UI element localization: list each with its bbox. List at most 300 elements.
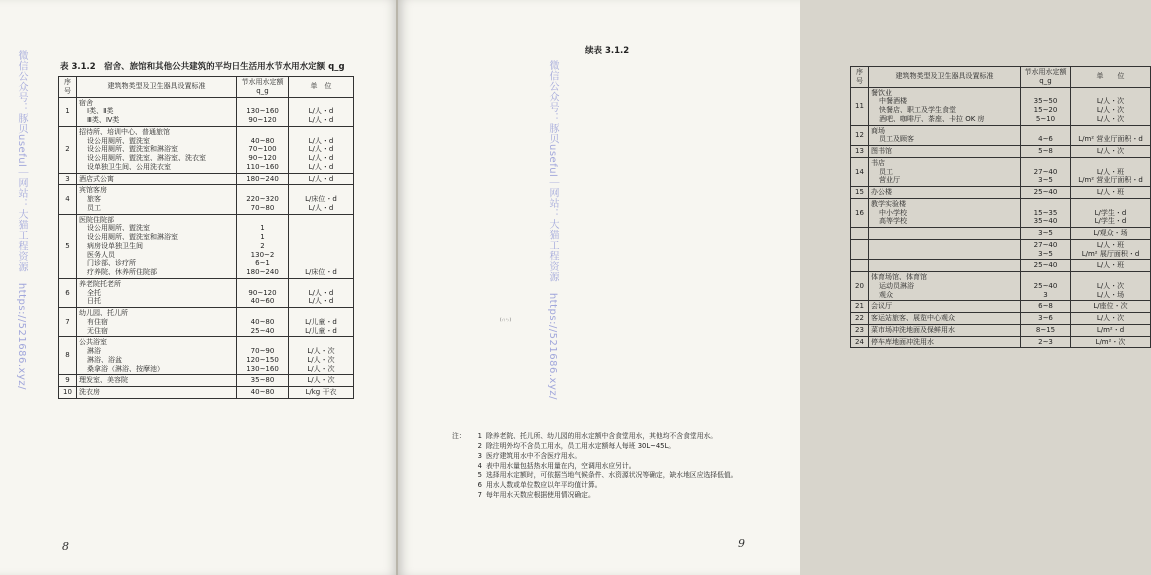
table-row (851, 239, 1151, 260)
unit-line: L/人・场 (1096, 290, 1125, 299)
building-type-cell (869, 239, 1021, 260)
note-index: 7 (477, 491, 482, 500)
unit-cell (289, 375, 354, 387)
type-line: 中餐酒楼 (879, 97, 907, 106)
type-line: 酒吧、咖啡厅、茶座、卡拉 OK 房 (879, 114, 985, 123)
building-type-cell (869, 87, 1021, 125)
building-type-cell (77, 185, 237, 214)
row-number: 22 (851, 313, 869, 325)
type-line: 客运站旅客、展览中心观众 (871, 314, 955, 322)
header-quota: 节水用水定额 q_g (1021, 67, 1071, 88)
type-line: 餐饮业 (871, 88, 892, 97)
unit-cell (289, 97, 354, 126)
table-row (851, 125, 1151, 146)
unit-line (291, 216, 351, 225)
type-line: 疗养院、休养所住院部 (87, 268, 157, 276)
type-line: Ⅰ类、Ⅱ类 (87, 107, 114, 116)
row-number: 16 (851, 198, 869, 227)
quota-line: 3~6 (1038, 314, 1053, 322)
water-quota-table (58, 76, 354, 399)
right-page (398, 0, 1143, 575)
quota-line: 15~35 (1033, 208, 1058, 217)
row-number: 21 (851, 301, 869, 313)
row-number: 6 (59, 278, 77, 307)
unit-line: L/人・d (308, 162, 334, 171)
type-line: Ⅲ类、Ⅳ类 (87, 116, 120, 124)
type-line: 教学实验楼 (871, 199, 906, 208)
unit-line: L/人・班 (1096, 167, 1125, 176)
quota-line: 130~160 (246, 364, 279, 373)
quota-line: 5~8 (1038, 147, 1053, 155)
quota-cell (1021, 125, 1071, 146)
note-label (452, 491, 472, 501)
type-line: 设公用厕所、盥洗室 (87, 224, 150, 233)
row-number: 7 (59, 308, 77, 337)
unit-cell (289, 278, 354, 307)
row-number: 14 (851, 157, 869, 186)
note-index: 4 (477, 461, 482, 470)
type-line: 公共浴室 (79, 338, 107, 347)
type-line: 菜市场冲洗地面及保鲜用水 (871, 325, 955, 334)
unit-cell (1071, 336, 1151, 348)
table-row (851, 157, 1151, 186)
table-row (851, 301, 1151, 313)
quota-line: 1 (260, 224, 265, 233)
type-line: 理发室、美容院 (79, 376, 128, 385)
table-row (59, 214, 354, 278)
quota-cell (1021, 336, 1071, 348)
row-number: 24 (851, 336, 869, 348)
unit-line: L/人・d (308, 154, 334, 162)
type-line (871, 229, 1018, 238)
unit-line: L/人・d (308, 297, 334, 306)
type-line: 员工 (87, 203, 101, 212)
table-row (59, 173, 354, 185)
building-type-cell (77, 173, 237, 185)
table-row (59, 375, 354, 387)
type-line: 运动员淋浴 (879, 281, 914, 290)
row-number: 11 (851, 87, 869, 125)
unit-line: L/人・d (308, 288, 334, 297)
type-line: 养老院托老所 (79, 279, 121, 288)
type-line (871, 261, 1018, 270)
header-quota: 节水用水定额 q_g (237, 77, 289, 98)
note-text: 每年用水天数应根据使用情况确定。 (486, 491, 595, 500)
unit-line (291, 338, 351, 347)
unit-line (291, 242, 351, 251)
unit-line: L/学生・d (1094, 217, 1127, 226)
type-line: 幼儿园、托儿所 (79, 309, 128, 317)
row-number (851, 260, 869, 272)
building-type-cell (869, 146, 1021, 158)
unit-line: L/人・d (308, 136, 334, 145)
note-label (452, 452, 472, 462)
quota-line (1023, 159, 1068, 168)
quota-line: 2~3 (1038, 337, 1053, 346)
type-line: 员工及顾客 (879, 135, 914, 144)
quota-line: 15~20 (1033, 106, 1058, 114)
row-number: 1 (59, 97, 77, 126)
note-item (452, 452, 752, 462)
building-type-cell (77, 308, 237, 337)
unit-line: L/人・d (308, 203, 334, 212)
row-number: 9 (59, 375, 77, 387)
type-line: 图书馆 (871, 147, 892, 155)
header-type: 建筑物类型及卫生器具设置标准 (77, 77, 237, 98)
watermark-text: 微信公众号：豚贝useful｜网站：大猫工程资源 https://521686.xyz/ (16, 50, 27, 390)
unit-line: L/人・次 (1096, 114, 1125, 123)
quota-line: 110~160 (246, 162, 279, 171)
quota-line: 40~80 (250, 136, 275, 145)
building-type-cell (77, 375, 237, 387)
page-number: 8 (62, 540, 69, 553)
quota-cell (237, 337, 289, 375)
table-row (851, 336, 1151, 348)
unit-line: L/人・班 (1096, 188, 1125, 196)
type-line: 设单独卫生间、公用洗衣室 (87, 162, 171, 171)
quota-line: 25~40 (1033, 281, 1058, 290)
quota-line: 90~120 (248, 288, 277, 297)
unit-line: L/学生・d (1094, 208, 1127, 217)
quota-line: 180~240 (246, 268, 279, 276)
note-item (452, 481, 752, 491)
unit-line: L/人・次 (307, 364, 335, 373)
type-line: 会议厅 (871, 302, 892, 311)
unit-line: L/kg 干衣 (305, 388, 337, 396)
type-line: 病房设单独卫生间 (87, 241, 143, 250)
type-line: 门诊部、诊疗所 (87, 259, 136, 268)
type-line: 淋浴、浴盆 (87, 355, 122, 364)
quota-cell (1021, 146, 1071, 158)
unit-line: L/人・次 (1096, 281, 1125, 290)
type-line: 停车库地面冲洗用水 (871, 337, 934, 346)
unit-cell (1071, 301, 1151, 313)
quota-line (1023, 127, 1068, 136)
table-row (59, 126, 354, 173)
unit-cell (289, 214, 354, 278)
building-type-cell (77, 278, 237, 307)
note-label: 注： (452, 432, 466, 440)
note-index: 5 (477, 471, 482, 480)
row-number: 20 (851, 272, 869, 301)
type-line: 酒店式公寓 (79, 174, 114, 183)
table-row (851, 324, 1151, 336)
quota-cell (1021, 260, 1071, 272)
unit-cell (1071, 228, 1151, 240)
quota-line (239, 338, 286, 347)
quota-cell (237, 173, 289, 185)
quota-cell (1021, 87, 1071, 125)
note-index: 2 (477, 441, 482, 450)
unit-cell (1071, 272, 1151, 301)
unit-cell (1071, 146, 1151, 158)
note-index: 1 (477, 432, 482, 440)
building-type-cell (869, 260, 1021, 272)
note-label (452, 481, 472, 491)
quota-cell (1021, 198, 1071, 227)
type-line: 高等学校 (879, 217, 907, 226)
table-row (59, 185, 354, 214)
quota-line (1023, 200, 1068, 209)
unit-line: L/m² 营业厅面积・d (1078, 135, 1143, 144)
note-item (452, 471, 752, 481)
quota-cell (1021, 157, 1071, 186)
unit-line (291, 224, 351, 233)
type-line: 员工 (879, 167, 893, 176)
note-index: 3 (477, 451, 482, 460)
quota-line (1023, 273, 1068, 282)
building-type-cell (869, 324, 1021, 336)
quota-line: 2 (260, 241, 265, 250)
quota-line (239, 280, 286, 289)
unit-line: L/床位・d (305, 268, 337, 276)
unit-line: L/床位・d (305, 195, 337, 203)
unit-cell (1071, 198, 1151, 227)
quota-line: 70~90 (250, 347, 275, 355)
type-line (871, 250, 1018, 259)
quota-line: 4~6 (1038, 135, 1053, 144)
quota-line: 130~160 (246, 107, 279, 116)
header-no: 序号 (59, 77, 77, 98)
header-unit: 单 位 (1071, 67, 1151, 88)
unit-cell (289, 173, 354, 185)
quota-line: 5~10 (1035, 114, 1056, 123)
note-text: 选择用水定额时，可依据当地气候条件、水资源状况等确定，缺水地区应选择低值。 (486, 471, 738, 480)
quota-line: 180~240 (246, 174, 279, 183)
type-line: 招待所、培训中心、普通旅馆 (79, 127, 170, 136)
unit-cell (1071, 260, 1151, 272)
table-row (851, 313, 1151, 325)
quota-cell (237, 375, 289, 387)
row-number: 12 (851, 125, 869, 146)
unit-line (291, 251, 351, 260)
table-row (851, 272, 1151, 301)
quota-line: 8~15 (1035, 325, 1056, 334)
table-row (851, 187, 1151, 199)
quota-cell (1021, 324, 1071, 336)
table-notes (452, 432, 752, 501)
unit-line (291, 233, 351, 242)
unit-line: L/m² 营业厅面积・d (1078, 176, 1143, 185)
building-type-cell (869, 187, 1021, 199)
quota-cell (1021, 272, 1071, 301)
page-number: 9 (738, 537, 745, 550)
building-type-cell (869, 313, 1021, 325)
quota-line: 70~100 (248, 145, 277, 154)
type-line: 书店 (871, 158, 885, 167)
unit-cell (1071, 313, 1151, 325)
quota-line: 6~1 (255, 259, 270, 268)
unit-line: L/人・次 (1096, 314, 1125, 322)
header-unit: 单 位 (289, 77, 354, 98)
quota-line: 40~60 (250, 297, 275, 306)
unit-line (291, 259, 351, 268)
row-number: 10 (59, 387, 77, 399)
note-label (452, 442, 472, 452)
quota-cell (1021, 228, 1071, 240)
table-row (59, 278, 354, 307)
type-line: 设公用厕所、盥洗室 (87, 136, 150, 145)
type-line: 设公用厕所、盥洗室和淋浴室 (87, 233, 178, 241)
type-line: 全托 (87, 288, 101, 297)
type-line: 营业厅 (879, 176, 900, 185)
building-type-cell (869, 272, 1021, 301)
row-number: 3 (59, 173, 77, 185)
header-type: 建筑物类型及卫生器具设置标准 (869, 67, 1021, 88)
building-type-cell (869, 157, 1021, 186)
unit-line (1073, 273, 1148, 282)
unit-cell (1071, 157, 1151, 186)
note-text: 用水人数或单位数应以年平均值计算。 (486, 481, 602, 490)
small-stamp: (ㄇㄣ) (500, 317, 512, 322)
quota-line (1023, 89, 1068, 98)
row-number: 15 (851, 187, 869, 199)
note-text: 除养老院、托儿所、幼儿园的用水定额中含食堂用水，其他均不含食堂用水。 (486, 432, 718, 440)
building-type-cell (869, 301, 1021, 313)
row-number: 5 (59, 214, 77, 278)
quota-cell (237, 278, 289, 307)
type-line: 快餐店、职工及学生食堂 (879, 106, 956, 114)
quota-line: 220~320 (246, 195, 279, 203)
type-line: 日托 (87, 297, 101, 306)
quota-line: 90~120 (248, 116, 277, 124)
unit-line: L/人・次 (307, 376, 335, 385)
quota-cell (237, 126, 289, 173)
unit-line (291, 128, 351, 137)
watermark-text: 微信公众号：豚贝useful｜网站：大猫工程资源 https://521686.xyz/ (547, 60, 558, 400)
table-title: 表 3.1.2 宿舍、旅馆和其他公共建筑的平均日生活用水节水用水定额 q_g (60, 62, 345, 72)
unit-line: L/人・d (308, 107, 334, 116)
quota-line: 35~50 (1033, 97, 1058, 106)
table-row (851, 260, 1151, 272)
unit-cell (289, 185, 354, 214)
type-line: 桑拿浴（淋浴、按摩池） (87, 364, 164, 373)
row-number (851, 239, 869, 260)
unit-line (291, 186, 351, 195)
row-number: 4 (59, 185, 77, 214)
unit-line (1073, 127, 1148, 136)
note-item (452, 432, 752, 442)
type-line: 办公楼 (871, 188, 892, 196)
unit-line: L/观众・场 (1093, 229, 1128, 237)
building-type-cell (77, 97, 237, 126)
type-line (871, 241, 1018, 250)
type-line: 医院住院部 (79, 215, 114, 224)
quota-cell (1021, 313, 1071, 325)
quota-line: 3 (1043, 290, 1048, 299)
unit-cell (1071, 87, 1151, 125)
unit-line: L/人・d (308, 174, 334, 183)
table-row (851, 198, 1151, 227)
left-page (0, 0, 398, 575)
unit-line (1073, 89, 1148, 98)
unit-line: L/m²・次 (1095, 337, 1126, 346)
quota-line (239, 216, 286, 225)
table-row (59, 337, 354, 375)
building-type-cell (77, 387, 237, 399)
quota-line: 27~40 (1033, 240, 1058, 249)
unit-line: L/m²・d (1096, 325, 1125, 334)
unit-line (291, 280, 351, 289)
unit-cell (1071, 324, 1151, 336)
quota-line: 40~80 (250, 388, 275, 396)
unit-line: L/人・班 (1096, 240, 1125, 249)
quota-line: 25~40 (250, 326, 275, 335)
building-type-cell (869, 336, 1021, 348)
unit-line: L/人・班 (1096, 261, 1125, 270)
row-number (851, 228, 869, 240)
unit-line (1073, 159, 1148, 168)
table-row (851, 146, 1151, 158)
unit-cell (289, 308, 354, 337)
unit-line (291, 309, 351, 318)
unit-line: L/人・次 (1096, 147, 1125, 155)
note-item (452, 491, 752, 501)
type-line: 设公用厕所、盥洗室、淋浴室、洗衣室 (87, 154, 206, 162)
quota-line: 25~40 (1033, 188, 1058, 196)
row-number: 13 (851, 146, 869, 158)
unit-line: L/人・d (308, 116, 334, 124)
unit-line (1073, 200, 1148, 209)
unit-line: L/人・次 (307, 355, 335, 364)
building-type-cell (77, 337, 237, 375)
quota-line: 35~40 (1033, 217, 1058, 226)
type-line: 中小学校 (879, 208, 907, 217)
quota-line: 25~40 (1033, 261, 1058, 270)
quota-line: 40~80 (250, 317, 275, 326)
quota-line: 6~8 (1038, 302, 1053, 311)
note-text: 医疗建筑用水中不含医疗用水。 (486, 451, 582, 460)
type-line: 医务人员 (87, 250, 115, 259)
type-line: 设公用厕所、盥洗室和淋浴室 (87, 145, 178, 154)
building-type-cell (77, 214, 237, 278)
unit-line: L/儿童・d (305, 317, 337, 326)
quota-cell (1021, 187, 1071, 199)
building-type-cell (869, 198, 1021, 227)
water-quota-table-continued (850, 66, 1151, 348)
row-number: 2 (59, 126, 77, 173)
quota-cell (1021, 239, 1071, 260)
unit-line: L/人・d (308, 145, 334, 154)
type-line: 旅客 (87, 195, 101, 203)
unit-cell (289, 337, 354, 375)
building-type-cell (869, 228, 1021, 240)
type-line: 宾馆客房 (79, 186, 107, 195)
note-text: 表中用水量包括热水用量在内，空调用水应另计。 (486, 461, 636, 470)
unit-line: L/人・次 (307, 347, 335, 355)
quota-line: 70~80 (250, 203, 275, 212)
quota-line: 3~5 (1038, 249, 1053, 258)
quota-line (239, 99, 286, 108)
type-line: 商场 (871, 126, 885, 135)
unit-line: L/儿童・d (305, 326, 337, 335)
unit-cell (289, 387, 354, 399)
quota-line (239, 309, 286, 318)
unit-cell (1071, 239, 1151, 260)
quota-cell (237, 308, 289, 337)
note-label (452, 471, 472, 481)
unit-line (291, 99, 351, 108)
unit-cell (1071, 187, 1151, 199)
quota-cell (237, 97, 289, 126)
quota-line: 3~5 (1038, 229, 1053, 237)
type-line: 有住宿 (87, 317, 108, 326)
type-line: 洗衣房 (79, 388, 100, 396)
table-row (851, 87, 1151, 125)
quota-line: 130~2 (250, 250, 275, 259)
quota-line: 27~40 (1033, 167, 1058, 176)
type-line: 无住宿 (87, 326, 108, 335)
